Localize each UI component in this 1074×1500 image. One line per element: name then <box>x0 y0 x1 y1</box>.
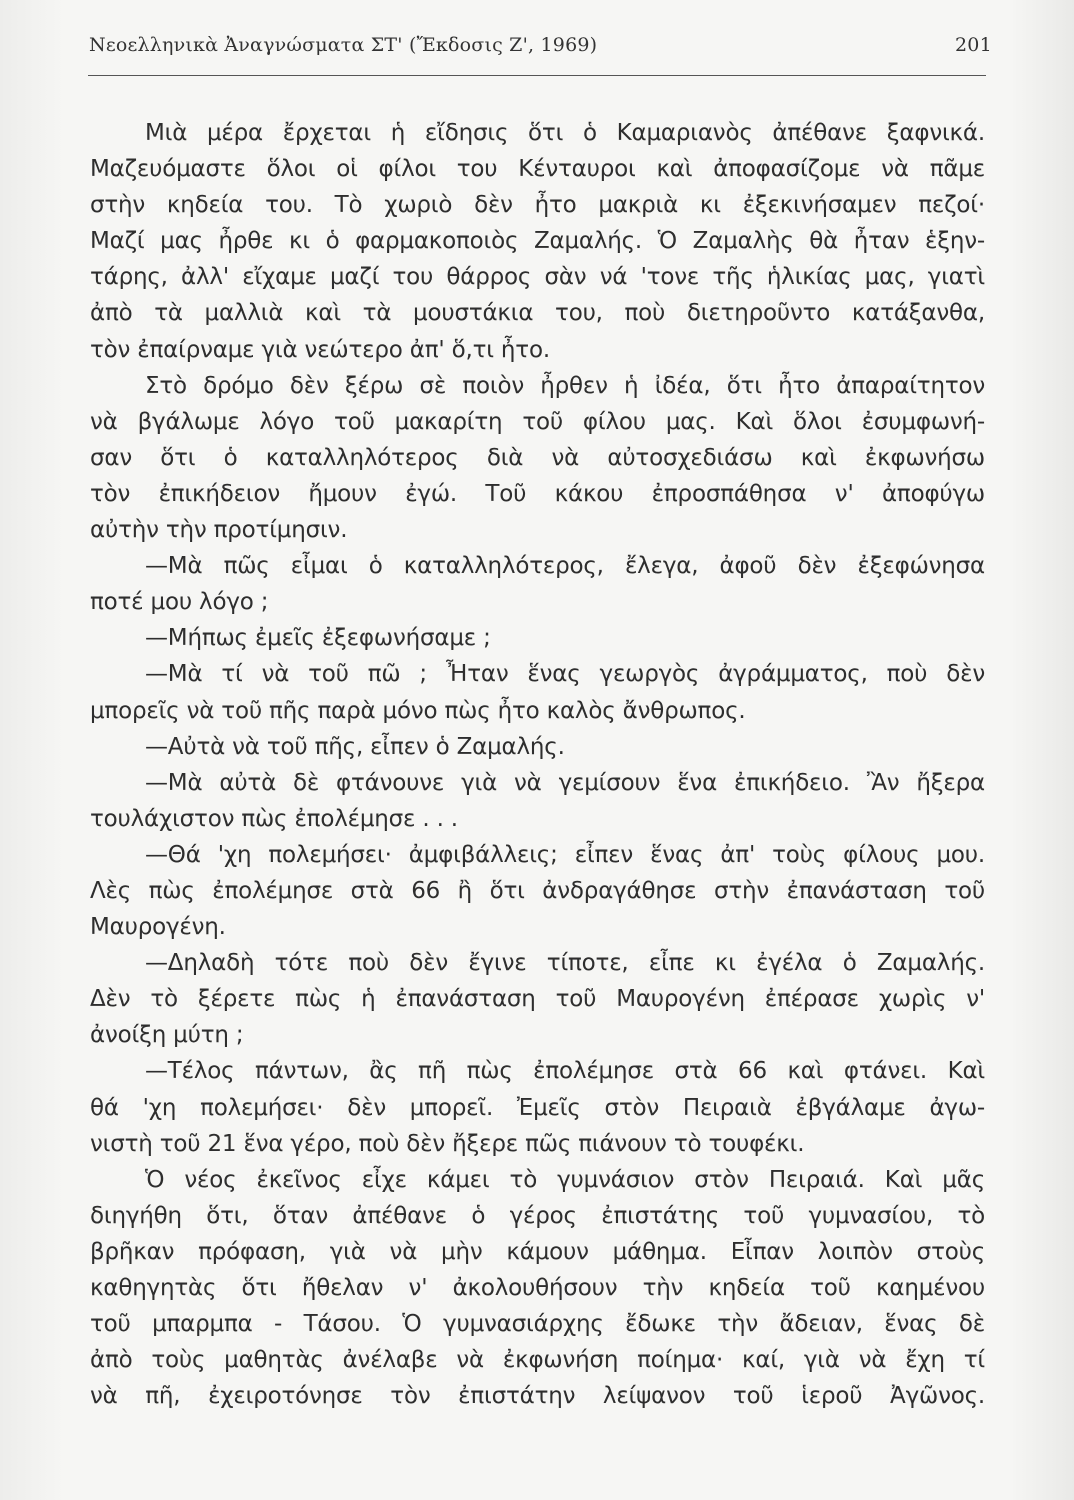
text-line: θά 'χη πολεμήσει· δὲν μπορεῖ. Ἐμεῖς στὸν Πειραιὰ ἐβγάλαμε ἀγω- <box>90 1094 985 1121</box>
text-line: —Μὰ τί νὰ τοῦ πῶ ; Ἦταν ἕνας γεωργὸς ἀγράμματος, ποὺ δὲν <box>145 661 985 688</box>
text-line: ἀνοίξη μύτη ; <box>90 1022 244 1049</box>
text-line: ποτέ μου λόγο ; <box>90 589 269 616</box>
text-line: τὸν ἐπαίρναμε γιὰ νεώτερο ἀπ' ὅ,τι ἦτο. <box>90 336 550 363</box>
text-line: Ὁ νέος ἐκεῖνος εἶχε κάμει τὸ γυμνάσιον στὸν Πειραιά. Καὶ μᾶς <box>145 1166 985 1193</box>
text-line: —Δηλαδὴ τότε ποὺ δὲν ἔγινε τίποτε, εἶπε κι ἐγέλα ὁ Ζαμαλής. <box>145 950 985 977</box>
paragraph <box>90 1162 985 1415</box>
text-line: ἀπὸ τὰ μαλλιὰ καὶ τὰ μουστάκια του, ποὺ διετηροῦντο κατάξανθα, <box>90 300 985 327</box>
paragraph <box>90 729 985 765</box>
text-line: τὸν ἐπικήδειον ἤμουν ἐγώ. Τοῦ κάκου ἐπροσπάθησα ν' ἀποφύγω <box>90 480 985 507</box>
text-line: —Αὐτὰ νὰ τοῦ πῆς, εἶπεν ὁ Ζαμαλής. <box>145 733 565 760</box>
text-line: τουλάχιστον πὼς ἐπολέμησε . . . <box>90 805 458 832</box>
text-line: νὰ βγάλωμε λόγο τοῦ μακαρίτη τοῦ φίλου μας. Καὶ ὅλοι ἐσυμφωνή- <box>90 408 985 435</box>
text-line: Λὲς πὼς ἐπολέμησε στὰ 66 ἢ ὅτι ἀνδραγάθησε στὴν ἐπανάσταση τοῦ <box>90 877 985 904</box>
paragraph <box>90 368 985 548</box>
paragraph <box>90 837 985 945</box>
text-line: ἀπὸ τοὺς μαθητὰς ἀνέλαβε νὰ ἐκφωνήση ποίημα· καί, γιὰ νὰ ἔχη τί <box>90 1347 985 1374</box>
paragraph <box>90 115 985 368</box>
text-line: σαν ὅτι ὁ καταλληλότερος διὰ νὰ αὐτοσχεδιάσω καὶ ἐκφωνήσω <box>90 444 985 471</box>
paragraph <box>90 548 985 620</box>
paragraph <box>90 945 985 1053</box>
text-line: —Μὰ πῶς εἶμαι ὁ καταλληλότερος, ἔλεγα, ἀφοῦ δὲν ἐξεφώνησα <box>145 553 985 580</box>
paragraph <box>90 765 985 837</box>
text-line: διηγήθη ὅτι, ὅταν ἀπέθανε ὁ γέρος ἐπιστάτης τοῦ γυμνασίου, τὸ <box>90 1202 985 1229</box>
text-line: Μαζευόμαστε ὅλοι οἱ φίλοι του Κένταυροι καὶ ἀποφασίζομε νὰ πᾶμε <box>90 156 985 183</box>
text-line: —Μήπως ἐμεῖς ἐξεφωνήσαμε ; <box>145 625 491 652</box>
text-line: βρῆκαν πρόφαση, γιὰ νὰ μὴν κάμουν μάθημα. Εἶπαν λοιπὸν στοὺς <box>90 1238 985 1265</box>
body-text <box>90 115 985 1414</box>
text-line: Δὲν τὸ ξέρετε πὼς ἡ ἐπανάσταση τοῦ Μαυρογένη ἐπέρασε χωρὶς ν' <box>90 986 985 1013</box>
running-header-title: Νεοελληνικὰ Ἀναγνώσματα ΣΤ' (Ἔκδοσις Ζ', 1969) <box>89 34 598 56</box>
paragraph <box>90 620 985 656</box>
text-line: στὴν κηδεία του. Τὸ χωριὸ δὲν ἦτο μακριὰ κι ἐξεκινήσαμεν πεζοί· <box>90 192 985 219</box>
text-line: αὐτὴν τὴν προτίμησιν. <box>90 517 348 544</box>
text-line: Στὸ δρόμο δὲν ξέρω σὲ ποιὸν ἦρθεν ἡ ἰδέα, ὅτι ἦτο ἀπαραίτητον <box>145 372 985 399</box>
text-line: Μιὰ μέρα ἔρχεται ἡ εἴδησις ὅτι ὁ Καμαριανὸς ἀπέθανε ξαφνικά. <box>145 120 985 146</box>
text-line: νὰ πῆ, ἐχειροτόνησε τὸν ἐπιστάτην λείψανον τοῦ ἱεροῦ Ἀγῶνος. <box>90 1383 985 1410</box>
text-line: Μαυρογένη. <box>90 914 226 941</box>
text-line: τάρης, ἀλλ' εἴχαμε μαζί του θάρρος σὰν νά 'τονε τῆς ἡλικίας μας, γιατὶ <box>90 264 985 291</box>
paragraph <box>90 656 985 728</box>
header-rule <box>88 75 986 76</box>
text-line: μπορεῖς νὰ τοῦ πῆς παρὰ μόνο πὼς ἦτο καλὸς ἄνθρωπος. <box>90 697 746 724</box>
text-line: —Μὰ αὐτὰ δὲ φτάνουνε γιὰ νὰ γεμίσουν ἕνα ἐπικήδειο. Ἂν ἤξερα <box>145 769 985 796</box>
text-line: καθηγητὰς ὅτι ἤθελαν ν' ἀκολουθήσουν τὴν κηδεία τοῦ καημένου <box>90 1275 985 1301</box>
page-number: 201 <box>955 34 992 56</box>
text-line: νιστὴ τοῦ 21 ἕνα γέρο, ποὺ δὲν ἤξερε πῶς πιάνουν τὸ τουφέκι. <box>90 1130 805 1157</box>
paragraph <box>90 1053 985 1161</box>
text-line: —Θά 'χη πολεμήσει· ἀμφιβάλλεις; εἶπεν ἕνας ἀπ' τοὺς φίλους μου. <box>145 841 985 868</box>
text-line: Μαζί μας ἦρθε κι ὁ φαρμακοποιὸς Ζαμαλής. Ὁ Ζαμαλὴς θὰ ἦταν ἑξην- <box>90 228 985 255</box>
text-line: τοῦ μπαρμπα - Τάσου. Ὁ γυμνασιάρχης ἔδωκε τὴν ἄδειαν, ἕνας δὲ <box>90 1311 985 1338</box>
text-line: —Τέλος πάντων, ἂς πῆ πὼς ἐπολέμησε στὰ 66 καὶ φτάνει. Καὶ <box>145 1058 985 1085</box>
